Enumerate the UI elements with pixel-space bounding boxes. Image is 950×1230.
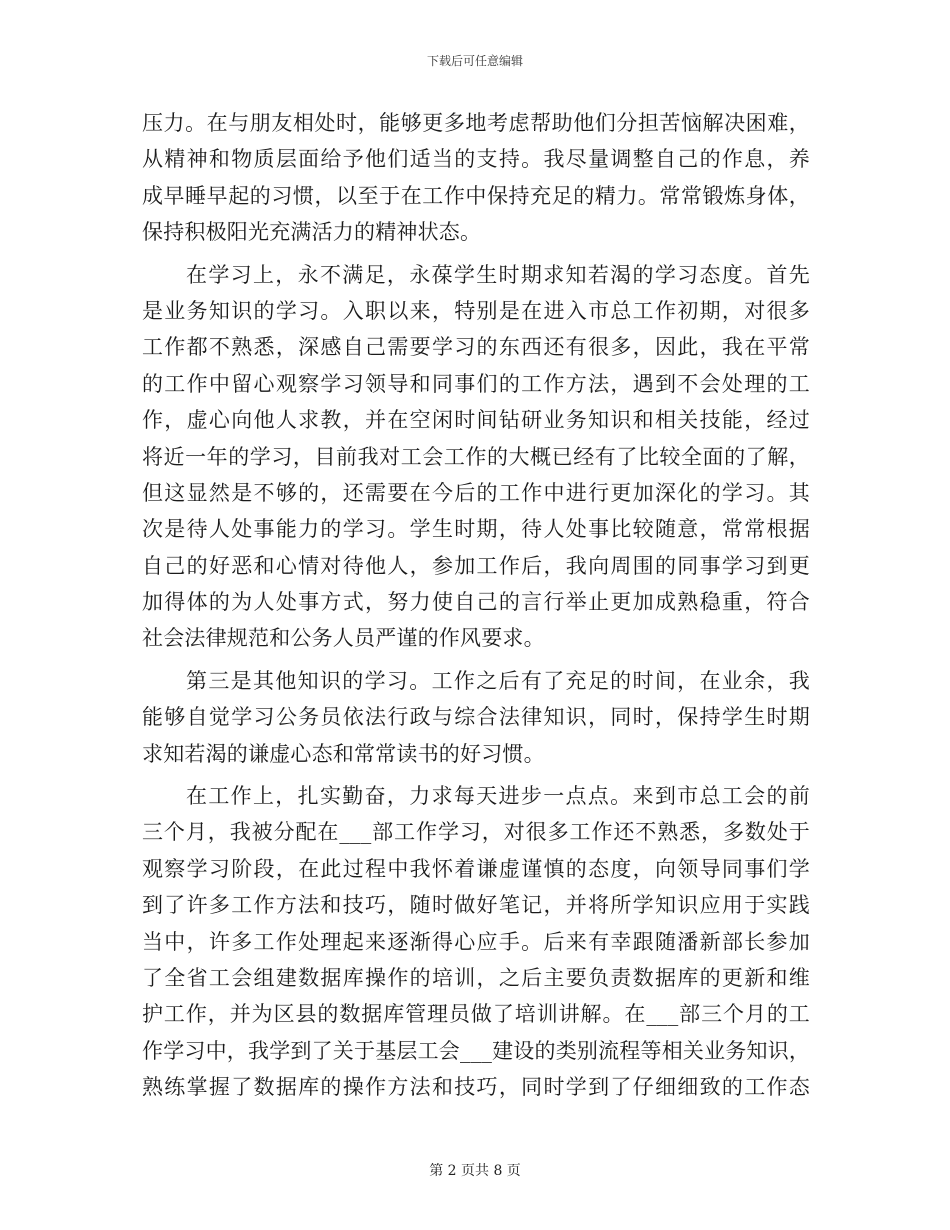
text-line: 第三是其他知识的学习。工作之后有了充足的时间，在业余，我 [186,668,810,693]
text-line: 熟练掌握了数据库的操作方法和技巧，同时学到了仔细细致的工作态 [142,1075,810,1100]
text-line: 护工作，并为区县的数据库管理员做了培训讲解。在___部三个月的工 [142,1002,810,1027]
paragraph-2 [142,257,810,657]
text-line: 观察学习阶段，在此过程中我怀着谦虚谨慎的态度，向领导同事们学 [142,856,810,881]
paragraph-1 [142,105,810,251]
text-line: 到了许多工作方法和技巧，随时做好笔记，并将所学知识应用于实践 [142,893,810,918]
text-line: 从精神和物质层面给予他们适当的支持。我尽量调整自己的作息，养 [142,147,810,172]
text-line: 但这显然是不够的，还需要在今后的工作中进行更加深化的学习。其 [142,480,810,505]
text-line: 作，虚心向他人求教，并在空闲时间钻研业务知识和相关技能，经过 [142,408,810,433]
text-line: 能够自觉学习公务员依法行政与综合法律知识，同时，保持学生时期 [142,705,810,730]
text-line: 在工作上，扎实勤奋，力求每天进步一点点。来到市总工会的前 [186,784,810,809]
text-line: 次是待人处事能力的学习。学生时期，待人处事比较随意，常常根据 [142,517,810,542]
text-line: 在学习上，永不满足，永葆学生时期求知若渴的学习态度。首先 [186,262,810,287]
text-line: 将近一年的学习，目前我对工会工作的大概已经有了比较全面的了解， [142,444,810,469]
page-number: 第 2 页共 8 页 [429,1163,521,1179]
text-line: 求知若渴的谦虚心态和常常读书的好习惯。 [142,741,545,766]
page-header: 下载后可任意编辑 [426,54,523,68]
text-line: 保持积极阳光充满活力的精神状态。 [142,220,482,245]
text-line: 社会法律规范和公务人员严谨的作风要求。 [142,626,545,651]
paragraph-4 [142,778,810,1106]
text-line: 了全省工会组建数据库操作的培训，之后主要负责数据库的更新和维 [142,965,810,990]
paragraph-3 [142,663,810,772]
text-line: 作学习中，我学到了关于基层工会___建设的类别流程等相关业务知识， [142,1038,811,1063]
text-line: 成早睡早起的习惯，以至于在工作中保持充足的精力。常常锻炼身体， [142,183,810,208]
text-line: 当中，许多工作处理起来逐渐得心应手。后来有幸跟随潘新部长参加 [142,929,810,954]
document-body [142,105,810,1106]
text-line: 加得体的为人处事方式，努力使自己的言行举止更加成熟稳重，符合 [142,590,810,615]
text-line: 是业务知识的学习。入职以来，特别是在进入市总工作初期，对很多 [142,298,810,323]
text-line: 工作都不熟悉，深感自己需要学习的东西还有很多，因此，我在平常 [142,335,810,360]
text-line: 三个月，我被分配在___部工作学习，对很多工作还不熟悉，多数处于 [142,820,810,845]
text-line: 压力。在与朋友相处时，能够更多地考虑帮助他们分担苦恼解决困难， [142,111,810,135]
text-line: 的工作中留心观察学习领导和同事们的工作方法，遇到不会处理的工 [142,371,810,396]
text-line: 自己的好恶和心情对待他人，参加工作后，我向周围的同事学习到更 [142,553,810,578]
